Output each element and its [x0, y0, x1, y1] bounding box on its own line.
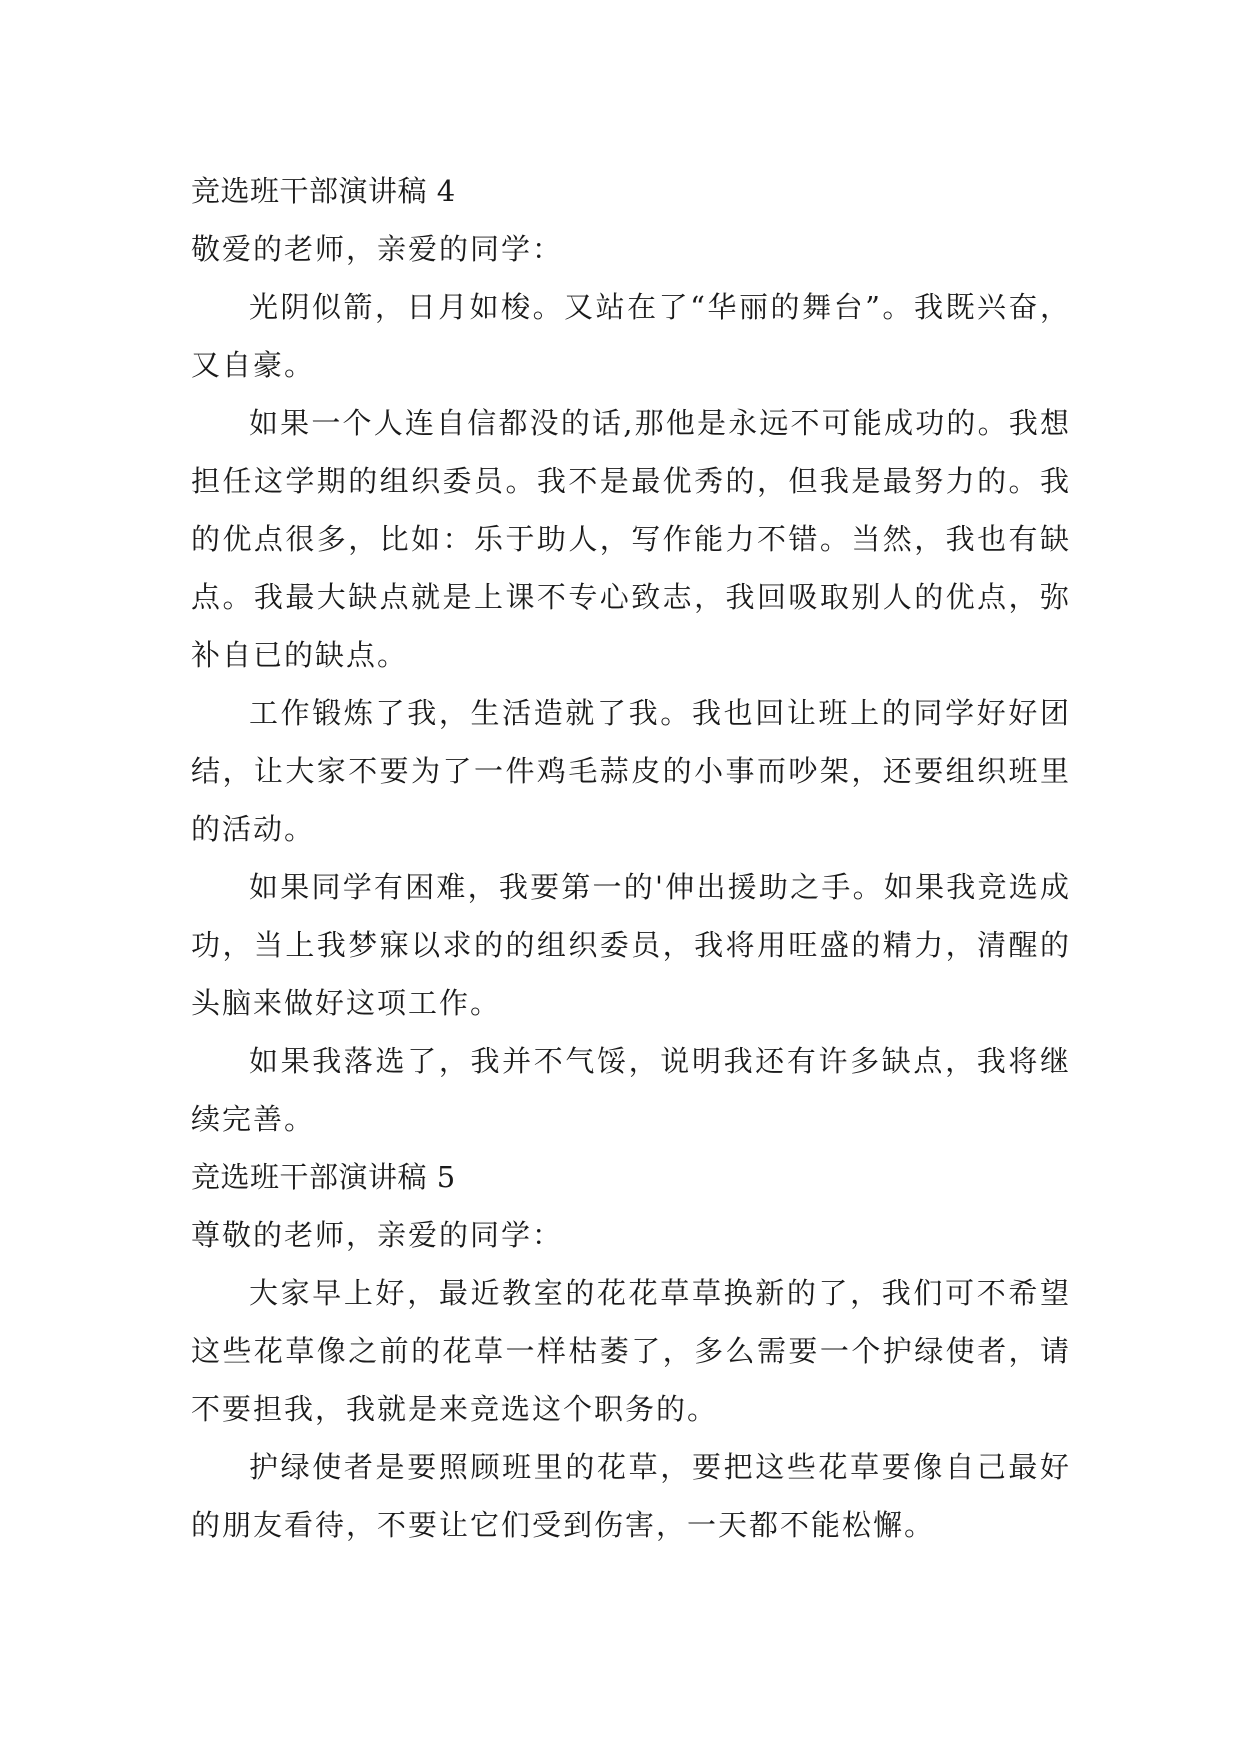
salutation: 尊敬的老师，亲爱的同学： [191, 1218, 564, 1252]
paragraph: 大家早上好，最近教室的花花草草换新的了，我们可不希望这些花草像之前的花草一样枯萎了，多么需要一个护绿使者，请不要担我，我就是来竞选这个职务的。 [191, 1276, 1071, 1426]
paragraph: 如果同学有困难，我要第一的'伸出援助之手。如果我竞选成功，当上我梦寐以求的的组织委员，我将用旺盛的精力，清醒的头脑来做好这项工作。 [191, 870, 1071, 1020]
document-body [191, 162, 1071, 1554]
section-title: 竞选班干部演讲稿 4 [191, 174, 456, 208]
salutation: 敬爱的老师，亲爱的同学： [191, 232, 564, 266]
paragraph: 如果一个人连自信都没的话,那他是永远不可能成功的。我想担任这学期的组织委员。我不是最优秀的，但我是最努力的。我的优点很多，比如：乐于助人，写作能力不错。当然，我也有缺点。我最大缺点就是上课不专心致志，我回吸取别人的优点，弥补自已的缺点。 [191, 406, 1071, 672]
paragraph: 如果我落选了，我并不气馁，说明我还有许多缺点，我将继续完善。 [191, 1044, 1071, 1136]
speech-section-4 [191, 162, 1071, 1148]
speech-section-5 [191, 1148, 1071, 1554]
section-title: 竞选班干部演讲稿 5 [191, 1160, 456, 1194]
paragraph: 工作锻炼了我，生活造就了我。我也回让班上的同学好好团结，让大家不要为了一件鸡毛蒜皮的小事而吵架，还要组织班里的活动。 [191, 696, 1071, 846]
paragraph: 护绿使者是要照顾班里的花草，要把这些花草要像自己最好的朋友看待，不要让它们受到伤害，一天都不能松懈。 [191, 1450, 1071, 1542]
paragraph: 光阴似箭，日月如梭。又站在了“华丽的舞台”。我既兴奋，又自豪。 [191, 290, 1071, 382]
